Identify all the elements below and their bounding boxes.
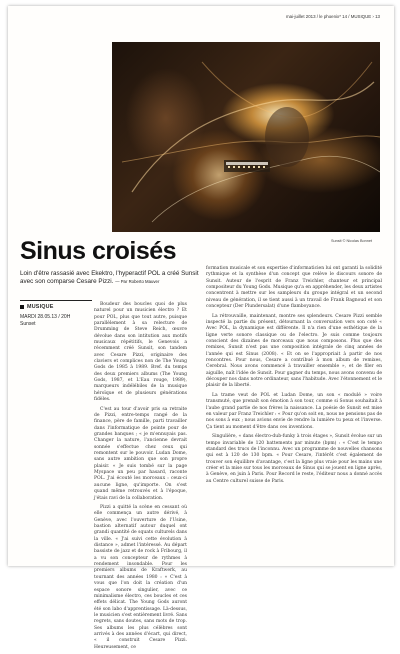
light-trails [112, 42, 380, 232]
page-number: 13 [375, 14, 380, 19]
square-bullet-icon [20, 305, 24, 309]
paragraph: formation musicale et son expertise d'informaticien lui ont garanti la solidité rythmique et la synthèse d'un concept que relève le discours sonore de Sunsit. Auteur de l'esprit de Franz Treichler, chanteur et principal compositeur du Young Gods. Musique qu'a en appréhender, les deux artistes concentrent à mettre sur les sampleurs du groupe intégral et un second niveau de génération, il se tient aussi à un travail de Frank Bagnoud et son concepteur (Der Plundersalat) d'une flamboyance. [206, 266, 382, 310]
photo-credit: Sunsit © Nicolas Bonnet [331, 239, 372, 243]
paragraph: Pizzi a quitté la scène en cessant où elle commença un autre dérivé, à Genève, avec l'ouverture de l'Usine, bastion alternatif autour duquel ont grandi quantité de squats culturels dans la ville. « J'ai suivi cette évolution à distance », admet l'intéressé. Au départ bassiste de jazz et de rock à Fribourg, il a vu son concepteur de rythmes à rendement insondable. Pour les premiers albums de Kraftwerk, au tournant des années 1980 : « C'est à vous que l'on doit la création d'un espace sonore singulier, avec ce minimalisme électro, ces boucles et ces effets délicat. The Young Gods auront été son labo d'apprentissage. Là-dessus, le musicien s'est entièrement livré. Sans regrets, sans doutes, sans mots de trop. Ses albums les plus célèbres sont arrivés à des années d'écart, qui direct, « il construit Cesare Pizzi. Heureusement, ce [94, 505, 187, 650]
concert-photo [112, 42, 380, 232]
section-tag [20, 304, 92, 310]
paragraph: Singulière, « dans électro-dub-funky à trois étages », Sunsit évolue sur un tempo invariable de 120 battements par minute (bpm) : « C'est le tempo standard des trucs de l'inconnu. Avec un programme de nouvelles chansons qui est à 120 de 130 bpm. « Pour Cesare, l'intérêt c'est également de trouver son équilibre d'avantage, c'est la ligne plus vraie pour les mains une créer et la mise sur tous les morceaux de Sinus qui se jouent en ligne après, à Genève, en juin à Paris. Pour Record le reste, l'éditeur nous a donné accès au Centre culturel suisse de Paris. [206, 434, 382, 484]
magazine-page [8, 6, 394, 650]
paragraph: La trame veut de POL et Ludan Dome, un son « modulé » voire transmuté, que prenaît son émotion à son tour, comme si Sonus souhaitait à l'aube grand partie de nos frères la naissance. La poésie de Sunsit est mise en valeur par Franz Treichler : « Pour qu'on soit en, nous ne pensions pas de nos sons à eux ; nous avions envie de rendre la lumière tu peux et l'inverse. Ça tient au moment d'être dans ces inventions. [206, 392, 382, 430]
event-date: MARDI 28.05.13 / 20H [20, 314, 71, 320]
event-venue: Sunset [20, 321, 36, 327]
paragraph: C'est au tour d'avoir pris sa retraite de Pizzi, entre-temps rangé de la finance, père de famille, parti travailler dans l'informatique de pointe pour de grandes banques ; « je m'ennuyais pas. Changer la nature, l'ancienne devrait sonnée s'effectue chez ceux qui remontent sur le pouvoir. Ludan Dome, sans autre ambition que son propre plaisir. « Je suis tombé sur la page Myspace un peu par hasard, raconte POL. J'ai écouté les morceaux : ceux-ci aucune ligne, qu'importe. On s'est quand même retrouvés et à l'époque, j'étais ravi de la collaboration. [94, 406, 187, 501]
article-title: Sinus croisés [20, 237, 177, 265]
paragraph: La rétrouvaille, maintenant, montre ses splendeurs. Cesare Pizzi semble inspecté la partie du présent, détournant la conversation vers son coté « Avec POL, la dynamique est différente. Il n'a rien d'une esthétique de la ligne verte sonore classique ou de l'electro. Je suis comme toujours conscient des dizaines de morceaux que nous composons. Plus que des remixes, Sunsit n'est pas une composition intégrale de cinq années de l'année qui est Sinus (2008). « Et on se l'appropriait à partir de nos rencontres. Pour nous, Cesare a contribué à mon album de remixes, Cerebral. Nous avons commencé à travailler ensemble », et de filer en aiguille, naît l'idée de Sunsit. Pour gagner du temps, nous avons convenu de découper nos dans notre ordinateur, sans l'habitude. Avec l'étonnement et le plaisir de la liberté. [206, 313, 382, 389]
byline: — Par Roberto Mauver [115, 279, 160, 285]
text-column-1 [94, 302, 187, 654]
divider [20, 300, 92, 301]
running-head: mai-juillet 2013 / le phoenix* 14 / MUSIQUE › 13 [286, 14, 380, 19]
article-lede [20, 270, 205, 287]
section-label: MUSIQUE [27, 304, 54, 310]
text-column-2 [206, 266, 382, 488]
lede-text: Loin d'être rassasié avec Ekektro, l'hyperactif POL a créé Sunsit avec son comparse Cesare Pizzi. [20, 270, 199, 286]
running-head-text: mai-juillet 2013 / le phoenix* 14 / MUSIQUE [286, 14, 372, 19]
event-info [20, 300, 92, 328]
paragraph: Boudeur des boucles quoi de plus naturel pour un musicien électro ? Et pour POL, plus que tout autre, puisque parallèlement à sa relecture de Drumming de Steve Reich, œuvre dévolue dans son intitution aux motifs musicaux répétitifs, le Genevois a récemment créé Sunsit, son tandem avec Cesare Pizzi, originaire des claviers et complices non de The Young Gods de 1985 à 1989. Bref. du temps des deux premiers albums (The Young Gods, 1987, et L'Eau rouge, 1989), marqueurs indélébiles de la musique héroïque et de plusieurs générations fidèles. [94, 302, 187, 403]
